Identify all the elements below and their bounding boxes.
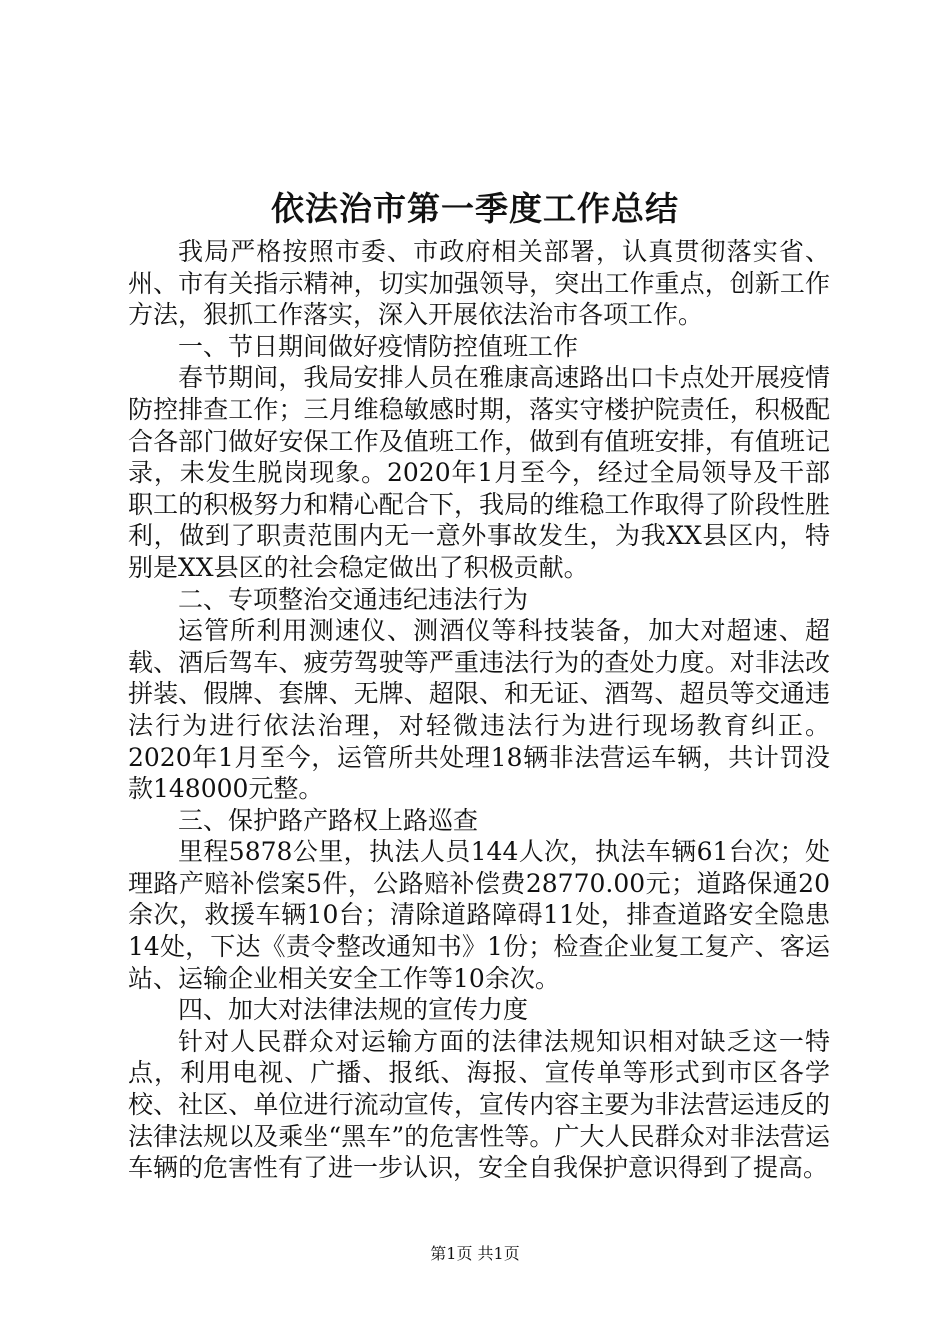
section-heading-4: 四、加大对法律法规的宣传力度 [178,995,529,1025]
document-title: 依法治市第一季度工作总结 [271,189,679,228]
page-footer: 第1页 共1页 [430,1244,520,1263]
intro-paragraph: 我局严格按照市委、市政府相关部署，认真贯彻落实省、州、市有关指示精神，切实加强领导，突出工作重点，创新工作方法，狠抓工作落实，深入开展依法治市各项工作。 [128,237,830,330]
section-paragraph-3: 里程5878公里，执法人员144人次，执法车辆61台次；处理路产赔补偿案5件，公路赔补偿费28770.00元；道路保通20余次，救援车辆10台；清除道路障碍11处，排查道路安全隐患14处，下达《责令整改通知书》1份；检查企业复工复产、客运站、运输企业相关安全工作等10余次。 [128,837,830,993]
section-heading-3: 三、保护路产路权上路巡查 [178,805,479,835]
section-paragraph-2: 运管所利用测速仪、测酒仪等科技装备，加大对超速、超载、酒后驾车、疲劳驾驶等严重违法行为的查处力度。对非法改拼装、假牌、套牌、无牌、超限、和无证、酒驾、超员等交通违法行为进行依法治理，对轻微违法行为进行现场教育纠正。2020年1月至今，运管所共处理18辆非法营运车辆，共计罚没款148000元整。 [128,616,830,804]
section-heading-2: 二、专项整治交通违纪违法行为 [178,584,529,614]
section-paragraph-1: 春节期间，我局安排人员在雅康高速路出口卡点处开展疫情防控排查工作；三月维稳敏感时期，落实守楼护院责任，积极配合各部门做好安保工作及值班工作，做到有值班安排，有值班记录，未发生脱岗现象。2020年1月至今，经过全局领导及干部职工的积极努力和精心配合下，我局的维稳工作取得了阶段性胜利，做到了职责范围内无一意外事故发生，为我XX县区内，特别是XX县区的社会稳定做出了积极贡献。 [128,363,830,582]
section-paragraph-4: 针对人民群众对运输方面的法律法规知识相对缺乏这一特点，利用电视、广播、报纸、海报、宣传单等形式到市区各学校、社区、单位进行流动宣传，宣传内容主要为非法营运违反的法律法规以及乘坐“黑车”的危害性等。广大人民群众对非法营运车辆的危害性有了进一步认识，安全自我保护意识得到了提高。 [128,1026,830,1183]
document-body [128,236,830,1184]
section-heading-1: 一、节日期间做好疫情防控值班工作 [178,331,579,361]
